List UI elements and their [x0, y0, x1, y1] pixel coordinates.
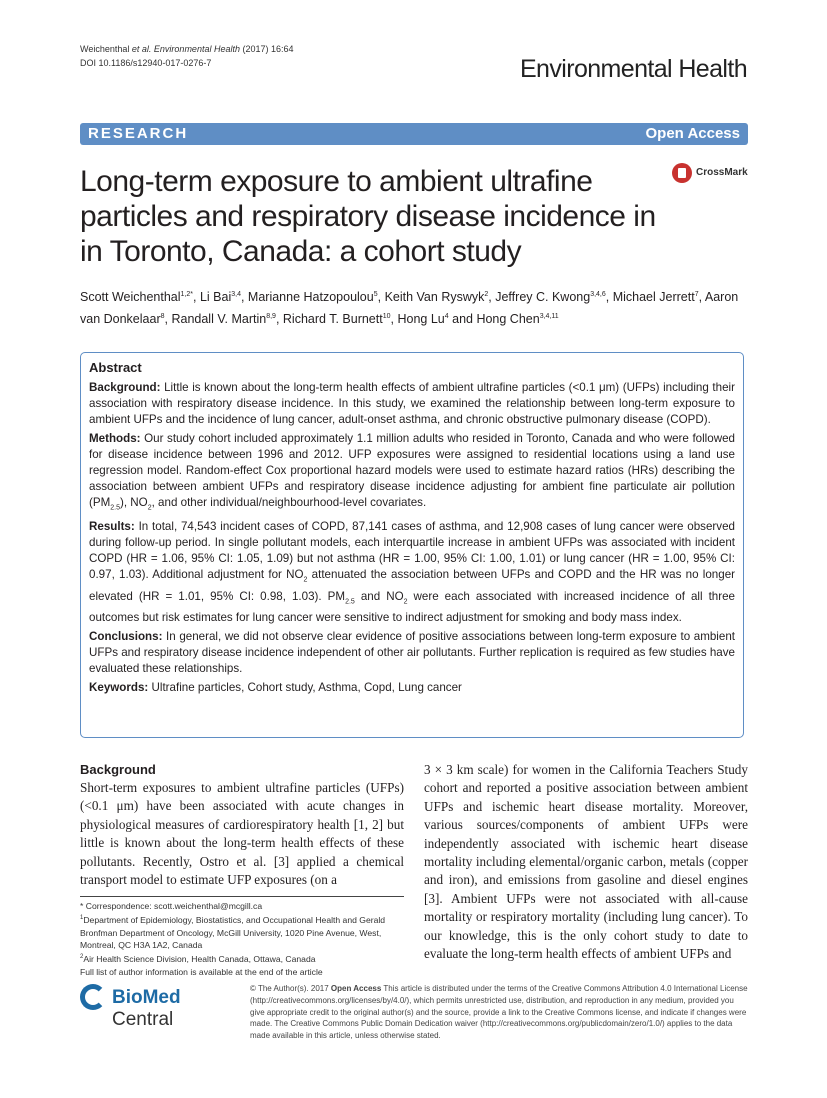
author-name: Jeffrey C. Kwong$^{3,4,6}$ [495, 290, 606, 305]
author-name: Aaron van Donkelaar$^8$ [80, 290, 739, 327]
author-name: Hong Chen$^{3,4,11}$ [476, 312, 559, 327]
author-name: Li Bai$^{3,4}$ [199, 290, 241, 305]
body-column-left [80, 761, 404, 889]
body-paragraph: Short-term exposures to ambient ultrafine particles (UFPs) (<0.1 μm) have been associated with acute changes in physiological measures of cardiorespiratory health [1, 2] but little is known about the long-term health effects of these pollutants. Recently, Ostro et al. [3] applied a chemical transport model to estimate UFP exposures (on a [80, 780, 404, 888]
citation-header [80, 42, 294, 70]
author-name: Hong Lu$^4$ [397, 312, 449, 327]
affiliation-1: $^1$Department of Epidemiology, Biostatistics, and Occupational Health and Gerald Bronfman Department of Oncology, McGill University, 1020 Pine Avenue, West, Montreal, QC H3A 1A2, Canada [80, 915, 386, 951]
citation-line: Weichenthal et al. Environmental Health (2017) 16:64 [80, 44, 294, 54]
author-name: Randall V. Martin$^{8,9}$ [171, 312, 276, 327]
author-info-note: Full list of author information is available at the end of the article [80, 966, 323, 977]
author-name: Scott Weichenthal$^{1,2*}$ [80, 290, 193, 305]
abstract-background: Background: Little is known about the long-term health effects of ambient ultrafine particles (<0.1 μm) (UFPs) including their association with respiratory disease incidence. In this study, we examined the relationship between long-term exposure to ambient UFPs and the incidence of lung cancer, adult-onset asthma, and chronic obstructive pulmonary disease (COPD). [89, 381, 735, 426]
abstract-conclusions: Conclusions: In general, we did not observe clear evidence of positive associations between long-term exposure to ambient UFPs and respiratory disease incidence independent of other air pollutants. Further replication is required as few studies have evaluated these relationships. [89, 629, 735, 675]
abstract-heading: Abstract [89, 360, 142, 375]
abstract-keywords: Keywords: Ultrafine particles, Cohort study, Asthma, Copd, Lung cancer [89, 680, 462, 694]
article-type-banner [80, 123, 748, 145]
open-access-label: Open Access [645, 125, 740, 142]
license-statement: © The Author(s). 2017 Open Access This article is distributed under the terms of the Creative Commons Attribution 4.0 International License (http://creativecommons.org/licenses/by/4.0/), which permits unrestricted use, distribution, and reproduction in any medium, provided you give appropriate credit to the original author(s) and the source, provide a link to the Creative Commons license, and indicate if changes were made. The Creative Commons Public Domain Dedication waiver (http://creativecommons.org/publicdomain/zero/1.0/) applies to the data made available in this article, unless otherwise stated. [250, 984, 748, 1041]
affiliation-2: $^2$Air Health Science Division, Health Canada, Ottawa, Canada [80, 954, 316, 965]
abstract-results: Results: In total, 74,543 incident cases of COPD, 87,141 cases of asthma, and 12,908 cases of lung cancer were observed during follow-up period. In single pollutant models, each interquartile increase in ambient UFPs was associated with incident COPD (HR = 1.06, 95% CI: 1.05, 1.09) but not asthma (HR = 1.00, 95% CI: 1.00, 1.01) or lung cancer (HR = 1.00, 95% CI: 0.97, 1.03). Additional adjustment for $NO_2$ attenuated the association between UFPs and COPD and the HR was no longer elevated (HR = 1.01, 95% CI: 0.98, 1.03). $PM_{2.5}$ and $NO_2$ were each associated with increased incidence of all three outcomes but risk estimates for lung cancer were sensitive to indirect adjustment for smoking and body mass index. [89, 520, 736, 624]
author-name: Michael Jerrett$^7$ [612, 290, 699, 305]
body-column-right [424, 761, 748, 963]
journal-name: Environmental Health [519, 55, 747, 83]
doi[interactable]: DOI 10.1186/s12940-017-0276-7 [80, 58, 212, 68]
author-name: Keith Van Ryswyk$^2$ [384, 290, 489, 305]
section-heading-background: Background [80, 762, 156, 777]
abstract-methods: Methods: Our study cohort included approximately 1.1 million adults who resided in Toronto, Canada and who were followed for disease incidence between 1996 and 2012. UFP exposures were assigned to residential locations using a land use regression model. Random-effect Cox proportional hazard models were used to estimate hazard ratios (HRs) describing the association between ambient UFPs and respiratory disease incidence adjusting for ambient fine particulate air pollution $(PM_{2.5})$, $NO_2$, and other individual/neighbourhood-level covariates. [89, 432, 735, 512]
crossmark-badge[interactable]: CrossMark [672, 162, 752, 188]
abstract-box [80, 352, 744, 738]
biomed-central-logo: BioMed Central [80, 983, 240, 1021]
correspondence: * Correspondence: scott.weichenthal@mcgill.ca [80, 901, 263, 911]
article-type: RESEARCH [88, 125, 189, 142]
author-name: Marianne Hatzopoulou$^5$ [247, 290, 378, 305]
bmc-ring-icon [80, 984, 106, 1010]
body-paragraph: 3 × 3 km scale) for women in the California Teachers Study cohort and reported a positive association between ambient UFPs and ischemic heart disease mortality. Moreover, various sources/components of ambient UFPs were independently associated with ischemic heart disease mortality including elemental/organic carbon, metals (copper and iron), and emissions from gasoline and diesel engines [3]. Ambient UFPs were not associated with all-cause mortality or respiratory mortality (including lung cancer). To our knowledge, this is the only cohort study to date to evaluate the long-term health effects of ambient UFPs and [424, 762, 748, 962]
footnotes [80, 896, 404, 978]
author-list: Scott Weichenthal$^{1,2*}$, Li Bai$^{3,4}$, Marianne Hatzopoulou$^5$, Keith Van Ryswyk$^2$, Jeffrey C. Kwong$^{3,4,6}$, Michael Jerrett$^7$, Aaron van Donkelaar$^8$, Randall V. Martin$^{8,9}$, Richard T. Burnett$^{10}$, Hong Lu$^4$ and Hong Chen$^{3,4,11}$ [80, 290, 739, 327]
author-name: Richard T. Burnett$^{10}$ [282, 312, 391, 327]
article-title: Long-term exposure to ambient ultrafine particles and respiratory disease incidence in in Toronto, Canada: a cohort study [80, 165, 656, 268]
